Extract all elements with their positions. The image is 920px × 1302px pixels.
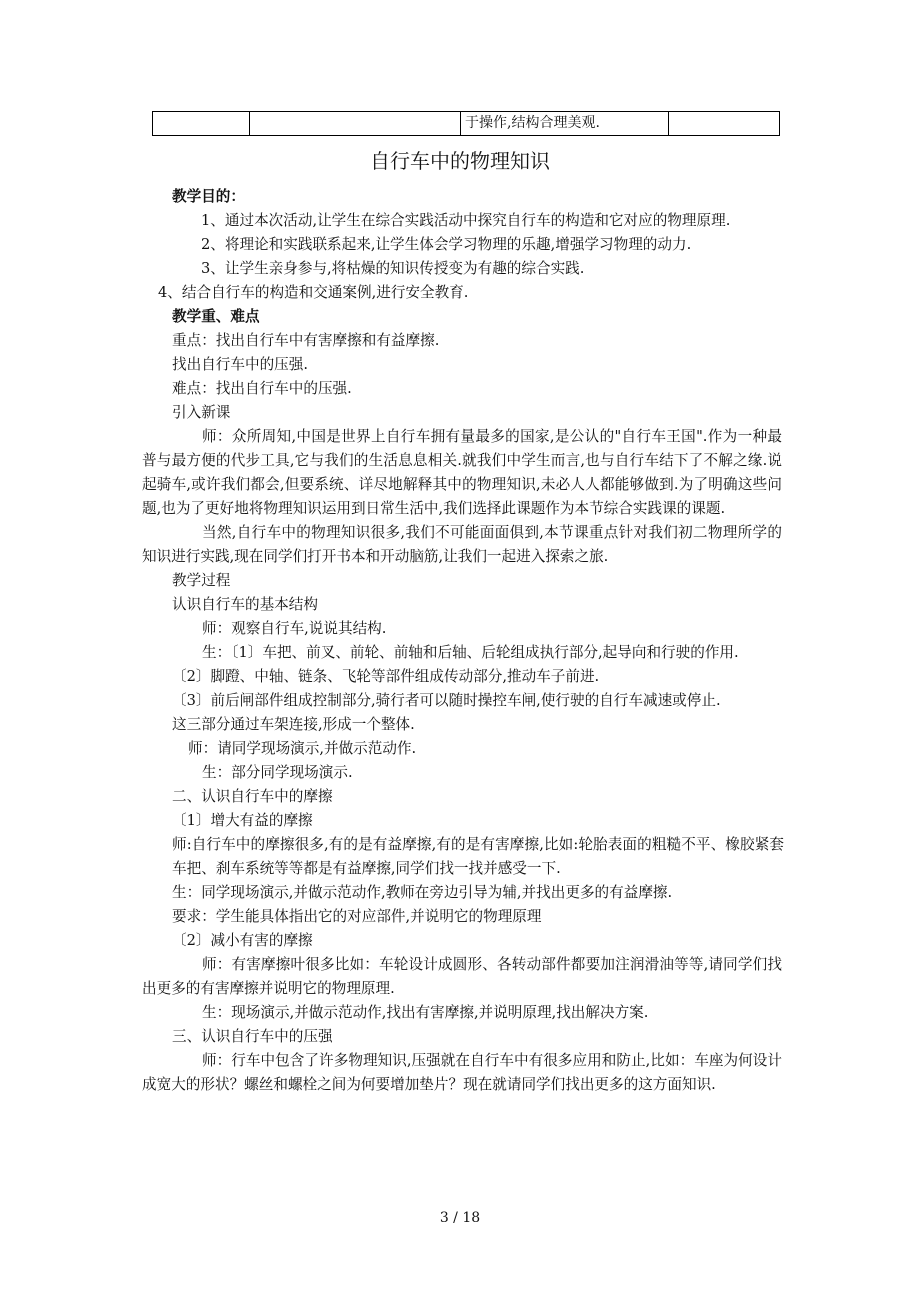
table-cell: 于操作,结构合理美观.	[461, 112, 669, 136]
table-cell	[153, 112, 250, 136]
section-heading: 教学目的：	[172, 188, 245, 205]
paragraph: 当然,自行车中的物理知识很多,我们不可能面面俱到,本节课重点针对我们初二物理所学的知识进行实践,现在同学们打开书本和开动脑筋,让我们一起进入探索之旅.	[142, 524, 782, 565]
paragraph: 〔1〕增大有益的摩擦	[172, 812, 313, 829]
paragraph: 生：现场演示,并做示范动作,找出有害摩擦,并说明原理,找出解决方案.	[202, 1004, 649, 1021]
table-fragment	[152, 111, 780, 136]
paragraph: 〔2〕减小有害的摩擦	[172, 932, 313, 949]
paragraph: 〔3〕前后闸部件组成控制部分,骑行者可以随时操控车闸,使行驶的自行车减速或停止.	[172, 692, 721, 709]
paragraph: 3、让学生亲身参与,将枯燥的知识传授变为有趣的综合实践.	[201, 260, 585, 277]
paragraph: 师：观察自行车,说说其结构.	[202, 620, 387, 637]
body-text	[142, 185, 784, 1097]
paragraph: 〔2〕脚蹬、中轴、链条、飞轮等部件组成传动部分,推动车子前进.	[172, 668, 600, 685]
page-title: 自行车中的物理知识	[370, 149, 550, 173]
paragraph: 师：有害摩擦叶很多比如：车轮设计成圆形、各转动部件都要加注润滑油等等,请同学们找出更多的有害摩擦并说明它的物理原理.	[142, 956, 782, 997]
paragraph: 重点：找出自行车中有害摩擦和有益摩擦.	[172, 332, 440, 349]
paragraph: 2、将理论和实践联系起来,让学生体会学习物理的乐趣,增强学习物理的动力.	[201, 236, 692, 253]
page-number: 3 / 18	[439, 1210, 481, 1226]
paragraph: 师：众所周知,中国是世界上自行车拥有量最多的国家,是公认的"自行车王国".作为一种最普与最方便的代步工具,它与我们的生活息息相关.就我们中学生而言,也与自行车结下了不解之缘.说起骑车,或许我们都会,但要系统、详尽地解释其中的物理知识,未必人人都能够做到.为了明确这些问题,也为了更好地将物理知识运用到日常生活中,我们选择此课题作为本节综合实践课的课题.	[142, 428, 782, 517]
paragraph: 二、认识自行车中的摩擦	[172, 788, 333, 805]
paragraph: 师：请同学现场演示,并做示范动作.	[188, 740, 417, 757]
paragraph: 4、结合自行车的构造和交通案例,进行安全教育.	[158, 284, 469, 301]
paragraph: 认识自行车的基本结构	[172, 596, 318, 613]
paragraph: 生：同学现场演示,并做示范动作,教师在旁边引导为辅,并找出更多的有益摩擦.	[172, 884, 673, 901]
table-cell	[250, 112, 461, 136]
paragraph: 三、认识自行车中的压强	[172, 1028, 333, 1045]
paragraph: 师:自行车中的摩擦很多,有的是有益摩擦,有的是有害摩擦,比如:轮胎表面的粗糙不平、橡胶紧套车把、刹车系统等等都是有益摩擦,同学们找一找并感受一下.	[172, 836, 784, 877]
paragraph: 1、通过本次活动,让学生在综合实践活动中探究自行车的构造和它对应的物理原理.	[201, 212, 731, 229]
table-cell	[669, 112, 780, 136]
paragraph: 生：部分同学现场演示.	[202, 764, 353, 781]
table-row	[153, 112, 780, 136]
paragraph: 找出自行车中的压强.	[172, 356, 308, 373]
paragraph: 要求：学生能具体指出它的对应部件,并说明它的物理原理	[172, 908, 542, 925]
paragraph: 引入新课	[172, 404, 231, 421]
paragraph: 师：行车中包含了许多物理知识,压强就在自行车中有很多应用和防止,比如：车座为何设计成宽大的形状？螺丝和螺栓之间为何要增加垫片？现在就请同学们找出更多的这方面知识.	[142, 1052, 782, 1093]
paragraph: 生：〔1〕车把、前叉、前轮、前轴和后轴、后轮组成执行部分,起导向和行驶的作用.	[202, 644, 739, 661]
section-heading: 教学重、难点	[172, 308, 260, 325]
paragraph: 教学过程	[172, 572, 231, 589]
paragraph: 这三部分通过车架连接,形成一个整体.	[172, 716, 415, 733]
paragraph: 难点：找出自行车中的压强.	[172, 380, 352, 397]
